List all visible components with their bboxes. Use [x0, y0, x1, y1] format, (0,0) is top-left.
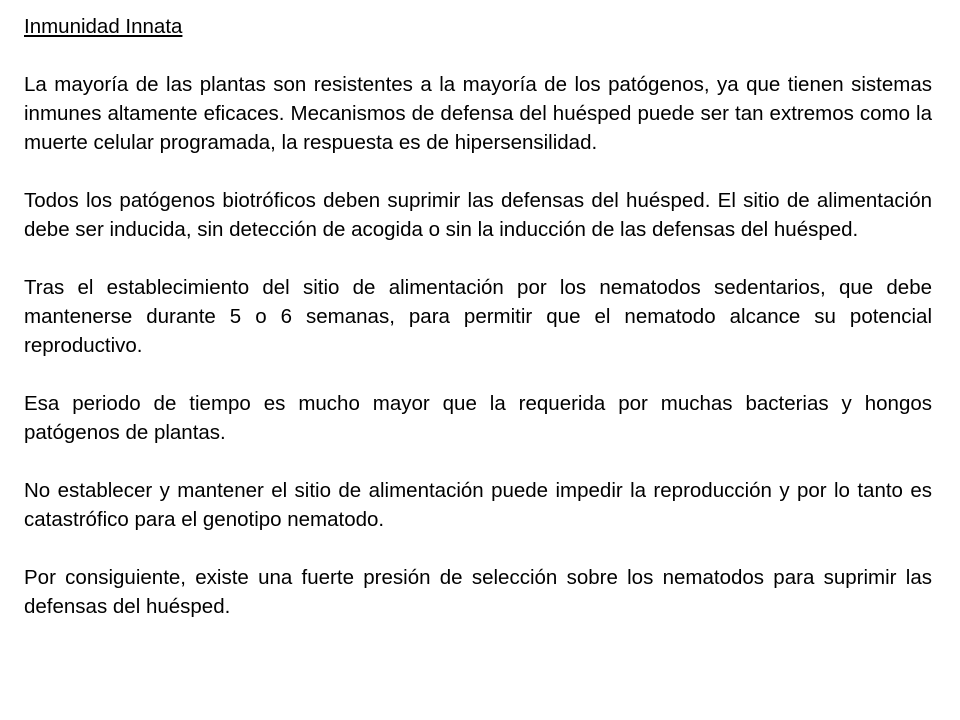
- paragraph-selection-pressure: Por consiguiente, existe una fuerte presión de selección sobre los nematodos para suprimir las defensas del huésped.: [24, 566, 932, 618]
- paragraph-biotrophic-pathogens: Todos los patógenos biotróficos deben suprimir las defensas del huésped. El sitio de alimentación debe ser inducida, sin detección de acogida o sin la inducción de las defensas del huésped.: [24, 189, 932, 241]
- slide-heading: Inmunidad Innata: [24, 15, 183, 38]
- paragraph-plant-immunity: La mayoría de las plantas son resistentes a la mayoría de los patógenos, ya que tienen sistemas inmunes altamente eficaces. Mecanismos de defensa del huésped puede ser tan extremos como la muerte celular programada, la respuesta es de hipersensilidad.: [24, 73, 932, 154]
- paragraph-time-period: Esa periodo de tiempo es mucho mayor que la requerida por muchas bacterias y hongos patógenos de plantas.: [24, 392, 932, 444]
- paragraph-feeding-site: Tras el establecimiento del sitio de alimentación por los nematodos sedentarios, que debe mantenerse durante 5 o 6 semanas, para permitir que el nematodo alcance su potencial reproductivo.: [24, 276, 932, 357]
- slide-text-body: [24, 12, 932, 621]
- paragraph-reproduction: No establecer y mantener el sitio de alimentación puede impedir la reproducción y por lo tanto es catastrófico para el genotipo nematodo.: [24, 479, 932, 531]
